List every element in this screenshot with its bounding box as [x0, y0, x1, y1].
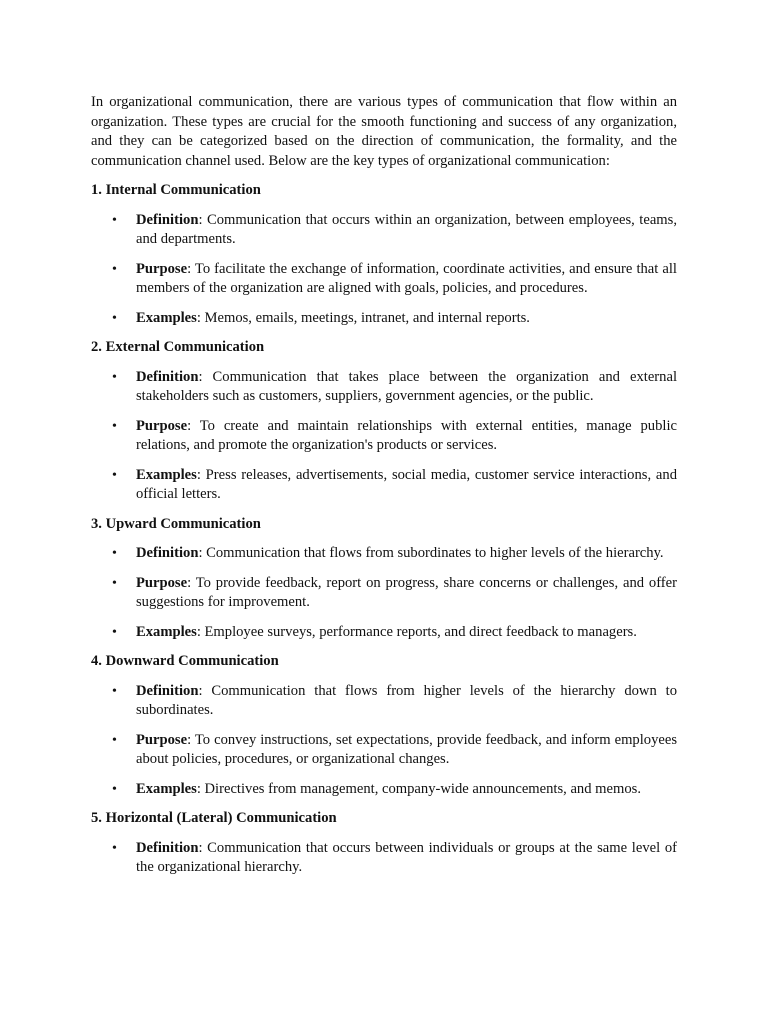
- item-text: : To facilitate the exchange of information, coordinate activities, and ensure that all members of the organization are aligned with goals, policies, and procedures.: [136, 260, 677, 296]
- section-internal-communication: [91, 181, 677, 328]
- bullet-icon: •: [112, 781, 117, 797]
- item-text: : To provide feedback, report on progress, share concerns or challenges, and offer suggestions for improvement.: [136, 574, 677, 610]
- bullet-icon: •: [112, 310, 117, 326]
- section-title: Internal Communication: [105, 182, 261, 198]
- list-item: [91, 260, 677, 299]
- list-item: [91, 417, 677, 456]
- item-text: : Communication that occurs between individuals or groups at the same level of the organizational hierarchy.: [136, 839, 677, 875]
- list-item: [91, 682, 677, 721]
- bullet-list: [91, 682, 677, 800]
- section-heading: [91, 652, 677, 672]
- section-heading: [91, 809, 677, 829]
- bullet-list: [91, 839, 677, 878]
- item-term: Examples: [136, 780, 197, 797]
- bullet-list: [91, 211, 677, 329]
- list-item: [91, 574, 677, 613]
- bullet-icon: •: [112, 575, 117, 591]
- item-text: : Press releases, advertisements, social media, customer service interactions, and official letters.: [136, 466, 677, 502]
- bullet-icon: •: [112, 467, 117, 483]
- intro-paragraph: In organizational communication, there are various types of communication that flow within an organization. These types are crucial for the smooth functioning and success of any organization, and they can be categorized based on the direction of communication, the formality, and the communication channel used. Below are the key types of organizational communication:: [91, 94, 677, 169]
- section-number: 3.: [91, 515, 102, 532]
- section-downward-communication: [91, 652, 677, 799]
- section-title: Downward Communication: [105, 653, 279, 669]
- bullet-icon: •: [112, 546, 117, 561]
- list-item: [91, 309, 677, 329]
- section-number: 4.: [91, 653, 102, 669]
- item-term: Purpose: [136, 574, 188, 591]
- section-number: 1.: [91, 182, 102, 198]
- section-heading: [91, 181, 677, 201]
- section-heading: [91, 338, 677, 358]
- item-term: Examples: [136, 623, 197, 640]
- section-horizontal-communication: [91, 809, 677, 878]
- item-text: : To convey instructions, set expectations, provide feedback, and inform employees about policies, procedures, or organizational changes.: [136, 731, 677, 767]
- item-term: Examples: [136, 466, 197, 483]
- item-text: : Communication that flows from subordinates to higher levels of the hierarchy.: [198, 545, 664, 561]
- bullet-icon: •: [112, 212, 117, 228]
- list-item: [91, 731, 677, 770]
- item-term: Definition: [136, 839, 199, 856]
- section-title: Upward Communication: [105, 515, 261, 532]
- document-page: [91, 93, 677, 888]
- bullet-list: [91, 544, 677, 642]
- section-title: External Communication: [105, 339, 265, 355]
- bullet-icon: •: [112, 261, 117, 277]
- bullet-icon: •: [112, 369, 117, 385]
- list-item: [91, 211, 677, 250]
- item-text: : To create and maintain relationships with external entities, manage public relations, and promote the organization's products or services.: [136, 417, 677, 453]
- list-item: [91, 623, 677, 643]
- section-number: 5.: [91, 810, 102, 826]
- list-item: [91, 466, 677, 505]
- item-term: Purpose: [136, 417, 188, 434]
- item-term: Definition: [136, 368, 199, 385]
- bullet-icon: •: [112, 683, 117, 699]
- item-text: : Communication that occurs within an organization, between employees, teams, and departments.: [136, 211, 677, 247]
- item-term: Examples: [136, 309, 197, 326]
- list-item: [91, 780, 677, 800]
- section-upward-communication: [91, 515, 677, 643]
- item-term: Definition: [136, 682, 199, 699]
- bullet-list: [91, 368, 677, 505]
- bullet-icon: •: [112, 418, 117, 434]
- item-term: Definition: [136, 211, 199, 228]
- item-text: : Memos, emails, meetings, intranet, and internal reports.: [196, 309, 530, 326]
- list-item: [91, 368, 677, 407]
- item-text: : Communication that takes place between the organization and external stakeholders such as customers, suppliers, government agencies, or the public.: [136, 368, 677, 404]
- section-title: Horizontal (Lateral) Communication: [105, 810, 337, 826]
- bullet-icon: •: [112, 732, 117, 748]
- section-external-communication: [91, 338, 677, 505]
- item-term: Definition: [136, 545, 199, 561]
- item-term: Purpose: [136, 260, 188, 277]
- item-text: : Employee surveys, performance reports, and direct feedback to managers.: [196, 623, 637, 640]
- item-text: : Directives from management, company-wide announcements, and memos.: [196, 780, 641, 797]
- item-term: Purpose: [136, 731, 188, 748]
- bullet-icon: •: [112, 840, 117, 856]
- section-heading: [91, 515, 677, 535]
- section-number: 2.: [91, 339, 102, 355]
- list-item: [91, 839, 677, 878]
- item-text: : Communication that flows from higher levels of the hierarchy down to subordinates.: [136, 682, 677, 718]
- bullet-icon: •: [112, 624, 117, 640]
- list-item: [91, 544, 677, 564]
